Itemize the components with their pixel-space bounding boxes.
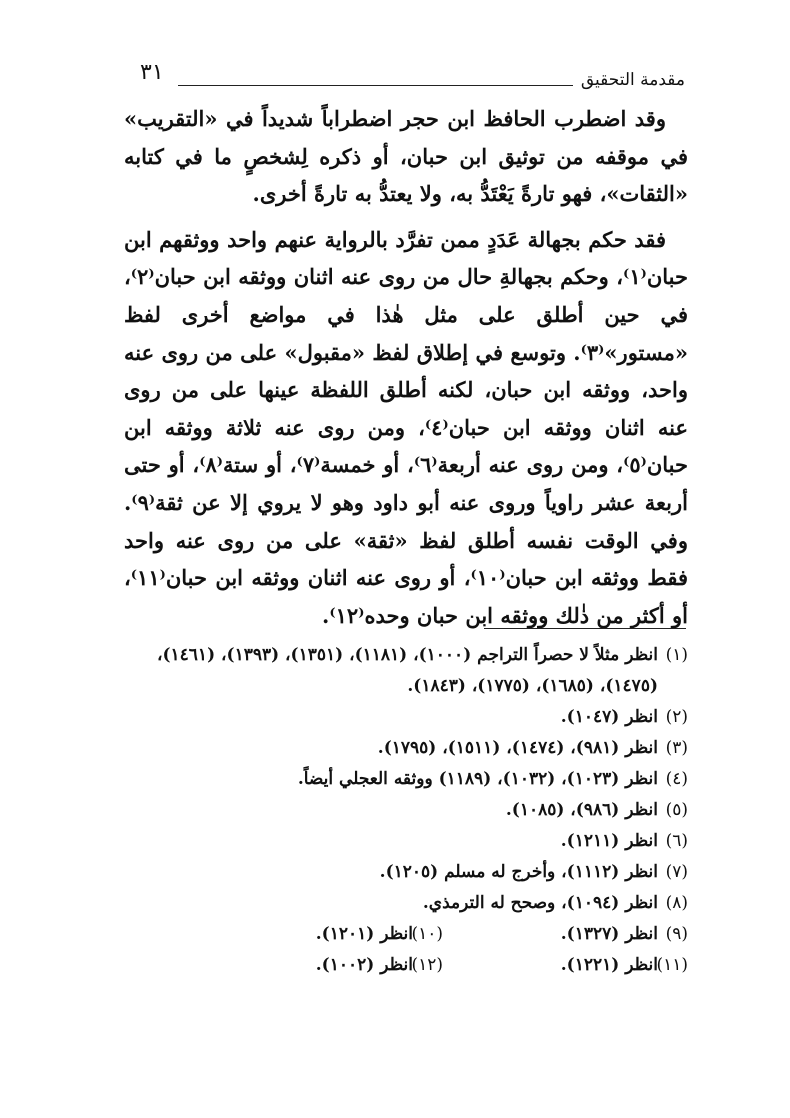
footnote-row <box>124 950 688 981</box>
footnote-text: انظر (١٠٠٢). <box>315 955 413 975</box>
footnote-text: انظر (١٠٩٤)، وصحح له الترمذي. <box>422 893 658 913</box>
footnote-1 <box>124 640 688 702</box>
footnote-9 <box>443 919 688 950</box>
header-rule <box>178 85 573 86</box>
footnote-number: (٦) <box>665 831 688 851</box>
footnote-number: (٢) <box>665 707 688 727</box>
footnote-number: (١٠) <box>411 924 443 944</box>
footnote-8 <box>124 888 688 919</box>
footnote-text: انظر (١٢٠١). <box>315 924 413 944</box>
footnote-4 <box>124 764 688 795</box>
footnote-12 <box>316 950 443 981</box>
running-title: مقدمة التحقيق <box>580 70 685 90</box>
footnote-text: انظر (٩٨٦)، (١٠٨٥). <box>505 800 658 820</box>
footnote-text: انظر (١٢٢١). <box>560 955 658 975</box>
footnote-text: انظر مثلاً لا حصراً التراجم (١٠٠٠)، (١١٨١)، (١٣٥١)، (١٣٩٣)، (١٤٦١)، (١٤٧٥)، (١٦٨٥)، (١٧٧٥)، (١٨٤٣). <box>157 645 658 696</box>
paragraph-2: فقد حكم بجهالة عَدَدٍ ممن تفرَّد بالرواية عنهم واحد ووثقهم ابن حبان⁽١⁾، وحكم بجهالةِ حال من روى عنه اثنان ووثقه ابن حبان⁽٢⁾، في حين أطلق على مثل هٰذا في مواضع أخرى لفظ «مستور»⁽٣⁾. وتوسع في إطلاق لفظ «مقبول» على من روى عنه واحد، ووثقه ابن حبان، لكنه أطلق اللفظة عينها على من روى عنه اثنان ووثقه ابن حبان⁽٤⁾، ومن روى عنه ثلاثة ووثقه ابن حبان⁽٥⁾، ومن روى عنه أربعة⁽٦⁾، أو خمسة⁽٧⁾، أو ستة⁽٨⁾، أو حتى أربعة عشر راوياً وروى عنه أبو داود وهو لا يروي إلا عن ثقة⁽٩⁾. وفي الوقت نفسه أطلق لفظ «ثقة» على من روى عنه واحد فقط ووثقه ابن حبان⁽١٠⁾، أو روى عنه اثنان ووثقه ابن حبان⁽١١⁾، أو أكثر من ذٰلك ووثقه ابن حبان وحده⁽١٢⁾. <box>124 226 689 628</box>
footnote-text: انظر (٩٨١)، (١٤٧٤)، (١٥١١)، (١٧٩٥). <box>377 738 658 758</box>
footnote-text: انظر (١١١٢)، وأخرج له مسلم (١٢٠٥). <box>379 862 658 882</box>
footnote-number: (٩) <box>665 924 688 944</box>
footnote-10 <box>316 919 443 950</box>
main-text <box>124 100 688 634</box>
footnote-number: (١) <box>665 645 688 665</box>
footnotes <box>124 640 688 981</box>
footnote-7 <box>124 857 688 888</box>
footnote-6 <box>124 826 688 857</box>
footnote-number: (١٢) <box>411 955 443 975</box>
footnote-number: (٥) <box>665 800 688 820</box>
page-number: ٣١ <box>140 60 164 85</box>
footnote-separator <box>484 628 686 629</box>
footnote-text: انظر (١٢١١). <box>560 831 658 851</box>
footnote-11 <box>443 950 688 981</box>
footnote-text: انظر (١٠٤٧). <box>560 707 658 727</box>
footnote-text: انظر (١٠٢٣)، (١٠٣٢)، (١١٨٩) ووثقه العجلي أيضاً. <box>297 769 658 789</box>
footnote-number: (٧) <box>665 862 688 882</box>
footnote-number: (٣) <box>665 738 688 758</box>
footnote-3 <box>124 733 688 764</box>
footnote-number: (٤) <box>665 769 688 789</box>
footnote-number: (٨) <box>665 893 688 913</box>
footnote-number: (١١) <box>656 955 688 975</box>
footnote-text: انظر (١٣٢٧). <box>560 924 658 944</box>
paragraph-1: وقد اضطرب الحافظ ابن حجر اضطراباً شديداً في «التقريب» في موقفه من توثيق ابن حبان، أو ذكره لِشخصٍ ما في كتابه «الثقات»، فهو تارةً يَعْتَدُّ به، ولا يعتدُّ به تارةً أخرى. <box>124 106 688 207</box>
page-header <box>140 58 685 98</box>
footnote-5 <box>124 795 688 826</box>
footnote-2 <box>124 702 688 733</box>
footnote-row <box>124 919 688 950</box>
